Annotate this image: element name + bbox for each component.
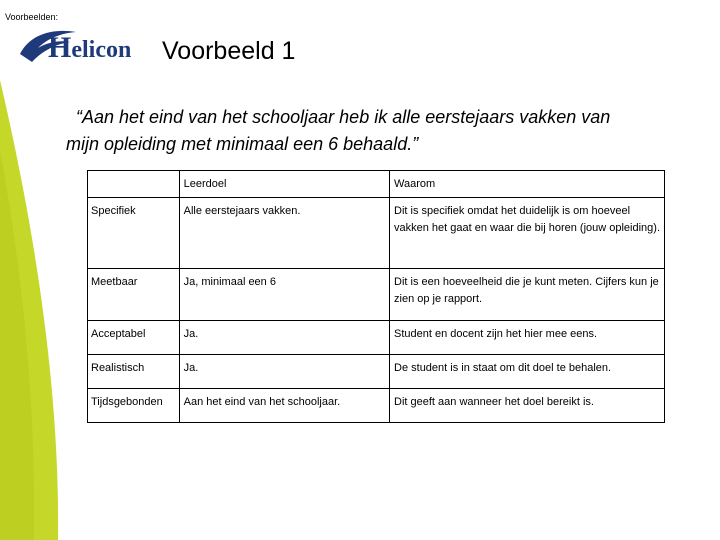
section-label: Voorbeelden: bbox=[5, 12, 59, 22]
cell-waarom: Student en docent zijn het hier mee eens. bbox=[390, 321, 665, 355]
cell-leerdoel: Aan het eind van het schooljaar. bbox=[179, 389, 389, 423]
row-label-specifiek: Specifiek bbox=[88, 198, 180, 269]
smart-table bbox=[87, 170, 665, 423]
cell-waarom: De student is in staat om dit doel te behalen. bbox=[390, 355, 665, 389]
row-label-tijdsgebonden: Tijdsgebonden bbox=[88, 389, 180, 423]
quote-line-1: “Aan het eind van het schooljaar heb ik alle eerstejaars vakken van bbox=[76, 107, 611, 127]
header-corner bbox=[88, 171, 180, 198]
table-row bbox=[88, 389, 665, 423]
table-row bbox=[88, 355, 665, 389]
row-label-acceptabel: Acceptabel bbox=[88, 321, 180, 355]
header-leerdoel: Leerdoel bbox=[179, 171, 389, 198]
cell-leerdoel: Alle eerstejaars vakken. bbox=[179, 198, 389, 269]
slide-title: Voorbeeld 1 bbox=[162, 37, 296, 65]
cell-leerdoel: Ja. bbox=[179, 355, 389, 389]
cell-waarom: Dit is specifiek omdat het duidelijk is om hoeveel vakken het gaat en waar die bij horen (jouw opleiding). bbox=[390, 198, 665, 269]
row-label-meetbaar: Meetbaar bbox=[88, 269, 180, 321]
table-row bbox=[88, 269, 665, 321]
goal-quote bbox=[66, 104, 696, 158]
table-row bbox=[88, 321, 665, 355]
logo-wordmark bbox=[48, 31, 131, 65]
cell-leerdoel: Ja. bbox=[179, 321, 389, 355]
logo-rest: elicon bbox=[71, 37, 132, 63]
cell-waarom: Dit geeft aan wanneer het doel bereikt is. bbox=[390, 389, 665, 423]
header-waarom: Waarom bbox=[390, 171, 665, 198]
logo-initial: H bbox=[48, 31, 72, 64]
table-row bbox=[88, 198, 665, 269]
cell-leerdoel: Ja, minimaal een 6 bbox=[179, 269, 389, 321]
row-label-realistisch: Realistisch bbox=[88, 355, 180, 389]
quote-line-2: mijn opleiding met minimaal een 6 behaald.” bbox=[66, 134, 419, 154]
cell-waarom: Dit is een hoeveelheid die je kunt meten. Cijfers kun je zien op je rapport. bbox=[390, 269, 665, 321]
table-header-row bbox=[88, 171, 665, 198]
